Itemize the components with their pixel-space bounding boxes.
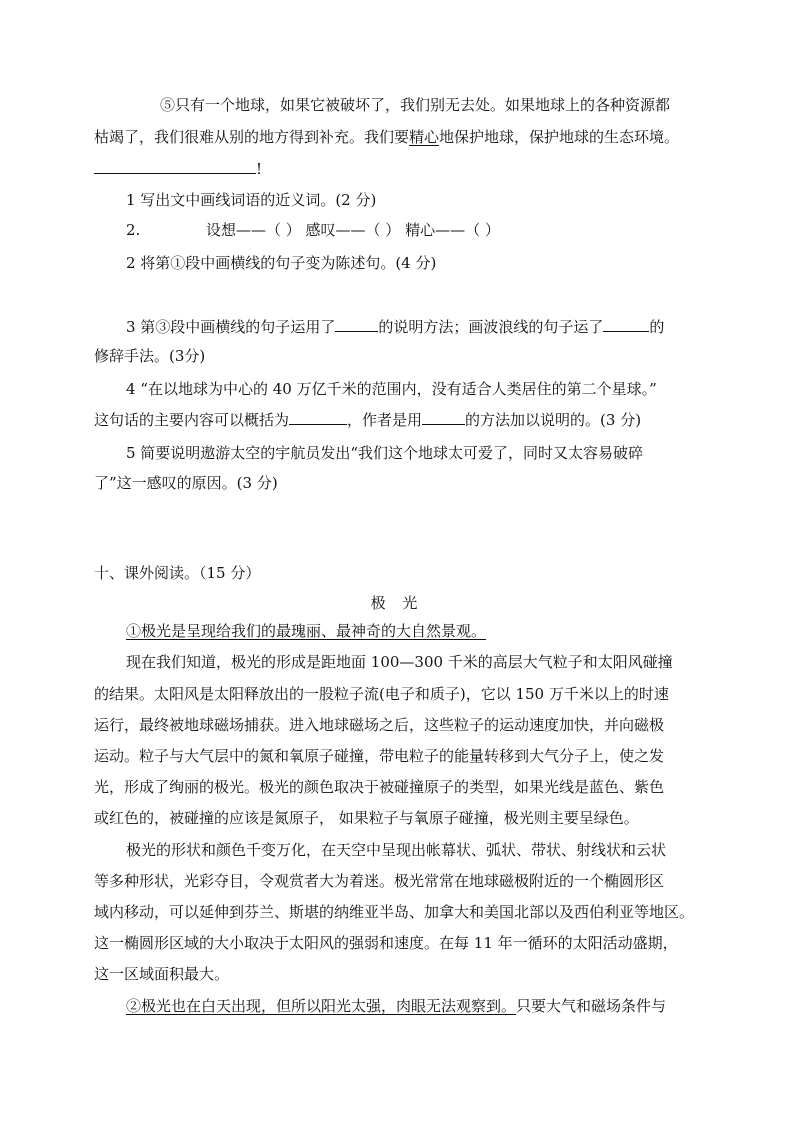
- article-p2-line5: 光，形成了绚丽的极光。极光的颜色取决于被碰撞原子的类型，如果光线是蓝色、紫色: [94, 778, 665, 796]
- answer-blank[interactable]: [603, 316, 649, 332]
- underlined-word-jingxin: 精心: [409, 128, 440, 146]
- question-5-line2: 了”这一感叹的原因。(3 分): [94, 474, 278, 492]
- passage-p5-line2: [94, 126, 679, 148]
- question-text: ，作者是用: [347, 411, 423, 429]
- answer-blank[interactable]: [422, 409, 465, 425]
- article-p2-line4: 运动。粒子与大气层中的氮和氧原子碰撞，带电粒子的能量转移到大气分子上，使之发: [94, 747, 665, 765]
- question-text: 3 第③段中画横线的句子运用了: [126, 318, 336, 336]
- question-text: 的方法加以说明的。(3 分): [465, 411, 642, 429]
- question-3-line2: 修辞手法。(3分): [94, 347, 206, 365]
- article-p4-line1: [126, 995, 666, 1017]
- answer-blank[interactable]: [94, 158, 256, 174]
- article-p2-line2: 的结果。太阳风是太阳释放出的一股粒子流(电子和质子)，它以 150 万千米以上的时速: [94, 685, 669, 703]
- passage-text: 枯竭了，我们很难从别的地方得到补充。我们要: [94, 128, 410, 146]
- underlined-sentence: ①极光是呈现给我们的最瑰丽、最神奇的大自然景观。: [126, 622, 487, 640]
- article-title: 极 光: [370, 594, 424, 612]
- question-text: 的: [649, 318, 665, 336]
- article-p1: [126, 620, 486, 642]
- question-text: 这句话的主要内容可以概括为: [94, 411, 290, 429]
- article-p3-line4: 这一椭圆形区域的大小取决于太阳风的强弱和速度。在每 11 年一循环的太阳活动盛期，: [94, 934, 678, 952]
- passage-text: !: [256, 160, 263, 178]
- answer-blank[interactable]: [335, 316, 378, 332]
- passage-p5-line3: [94, 158, 262, 180]
- question-1: 1 写出文中画线词语的近义词。(2 分): [126, 191, 377, 209]
- article-p2-line3: 运行，最终被地球磁场捕获。进入地球磁场之后，这些粒子的运动速度加快，并向磁极: [94, 716, 665, 734]
- article-p2-line1: 现在我们知道，极光的形成是距地面 100—300 千米的高层大气粒子和太阳风碰撞: [126, 653, 673, 671]
- article-p2-line6: 或红色的，被碰撞的应该是氮原子， 如果粒子与氧原子碰撞，极光则主要呈绿色。: [94, 809, 639, 827]
- article-p3-line3: 域内移动，可以延伸到芬兰、斯堪的纳维亚半岛、加拿大和美国北部以及西伯利亚等地区。: [94, 903, 695, 921]
- question-2: 2 将第①段中画横线的句子变为陈述句。(4 分): [126, 254, 437, 272]
- underlined-sentence: ②极光也在白天出现，但所以阳光太强，肉眼无法观察到。: [126, 997, 517, 1015]
- article-p3-line2: 等多种形状，光彩夺目，令观赏者大为着迷。极光常常在地球磁极附近的一个椭圆形区: [94, 872, 665, 890]
- question-5-line1: 5 简要说明遨游太空的宇航员发出“我们这个地球太可爱了，同时又太容易破碎: [126, 444, 643, 462]
- question-text: 的说明方法；画波浪线的句子运了: [378, 318, 604, 336]
- question-3-line1: [126, 316, 664, 338]
- article-text: 只要大气和磁场条件与: [516, 997, 667, 1015]
- question-4-line1: 4 “在以地球为中心的 40 万亿千米的范围内，没有适合人类居住的第二个星球。”: [126, 380, 657, 398]
- question-4-line2: [94, 409, 641, 431]
- section-10-heading: 十、课外阅读。（15 分）: [94, 564, 261, 582]
- passage-p5-line1: ⑤只有一个地球，如果它被破坏了，我们别无去处。如果地球上的各种资源都: [160, 96, 671, 114]
- question-1-sub-number: 2.: [126, 221, 141, 239]
- article-p3-line5: 这一区域面积最大。: [94, 965, 230, 983]
- question-1-sub-text: 设想——（ ） 感叹——（ ） 精心——（ ）: [206, 221, 500, 239]
- passage-text: 地保护地球，保护地球的生态环境。: [439, 128, 680, 146]
- answer-blank[interactable]: [289, 409, 347, 425]
- article-p3-line1: 极光的形状和颜色千变万化，在天空中呈现出帐幕状、弧状、带状、射线状和云状: [126, 841, 667, 859]
